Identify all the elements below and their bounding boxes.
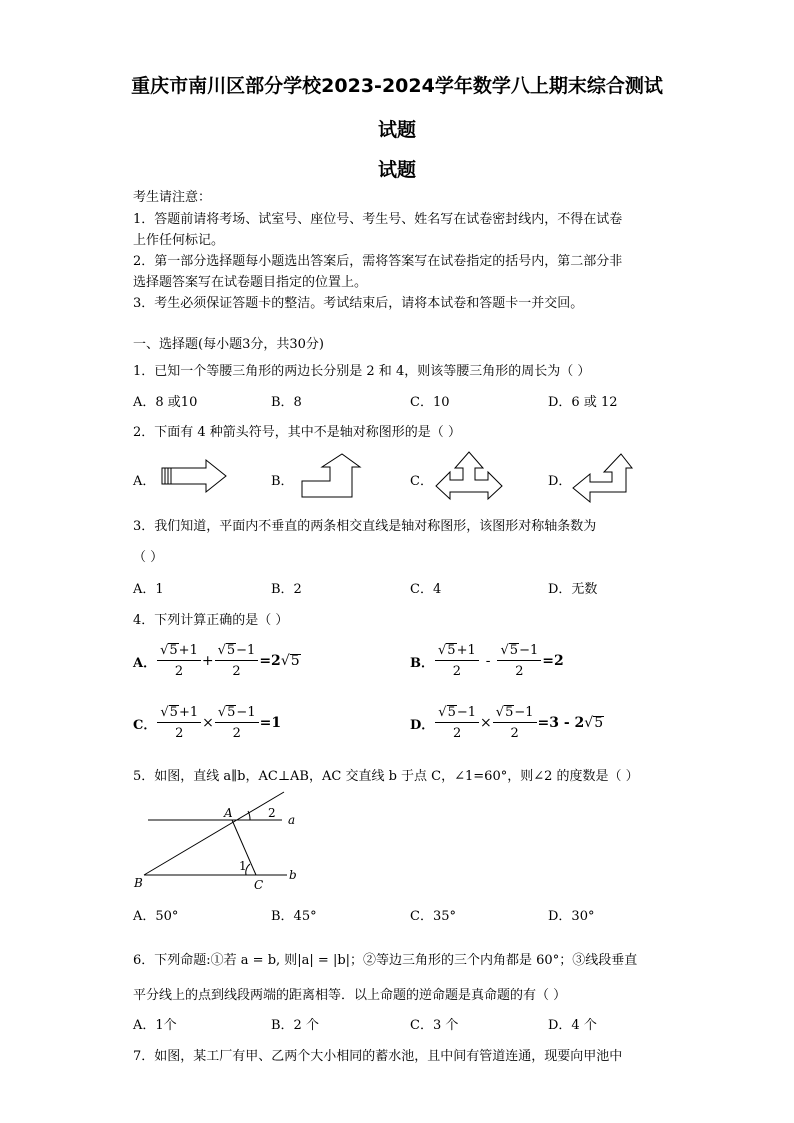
label-angle-2: 2 [268, 806, 276, 820]
q5-stem: 5．如图，直线 a∥b，AC⊥AB，AC 交直线 b 于点 C，∠1=60°，则∠2 的度数是（ ） [133, 769, 639, 784]
q6-option-c: C．3 个 [410, 1018, 459, 1033]
section-heading: 一、选择题(每小题3分，共30分) [133, 337, 324, 352]
paper-title: 重庆市南川区部分学校2023-2024学年数学八上期末综合测试 [131, 75, 663, 97]
q5-option-c: C．35° [410, 909, 456, 924]
q3-option-b: B．2 [271, 582, 302, 597]
fraction: $\frac{√5+1}{2}$ [157, 643, 201, 679]
q2-option-a: A． [133, 474, 156, 489]
arrow-d-icon [570, 452, 634, 506]
q3-option-c: C．4 [410, 582, 442, 597]
arrow-b-icon [300, 453, 362, 499]
notice-line-1: 1．答题前请将考场、试室号、座位号、考生号、姓名写在试卷密封线内，不得在试卷 [133, 212, 623, 227]
q2-option-d: D． [548, 474, 572, 489]
q5-option-d: D．30° [548, 909, 595, 924]
q6-stem-2: 平分线上的点到线段两端的距离相等．以上命题的逆命题是真命题的有（ ） [133, 988, 567, 1003]
fraction: $\frac{√5+1}{2}$ [157, 705, 201, 741]
q6-stem: 6．下列命题:①若 a = b, 则|a| = |b|；②等边三角形的三个内角都是 60°；③线段垂直 [133, 953, 638, 968]
q2-option-b: B． [271, 474, 294, 489]
label-a-point: A [224, 806, 233, 820]
q1-stem: 1．已知一个等腰三角形的两边长分别是 2 和 4，则该等腰三角形的周长为（ ） [133, 364, 591, 379]
q1-option-d: D．6 或 12 [548, 395, 618, 410]
label-c-point: C [254, 878, 264, 892]
q3-option-d: D．无数 [548, 582, 598, 597]
label-b-point: B [134, 876, 143, 890]
q3-paren: （ ） [133, 550, 164, 565]
q5-option-b: B．45° [271, 909, 317, 924]
paper-subtitle-2: 试题 [377, 159, 416, 181]
notice-line-3: 3．考生必须保证答题卡的整洁。考试结束后，请将本试卷和答题卡一并交回。 [133, 296, 584, 311]
q1-option-a: A．8 或10 [133, 395, 198, 410]
q4-option-b: B． $\frac{√5+1}{2}$ - $\frac{√5-1}{2}$ =2 [410, 643, 564, 679]
fraction: $\frac{√5-1}{2}$ [497, 643, 541, 679]
q7-stem: 7．如图，某工厂有甲、乙两个大小相同的蓄水池，且中间有管道连通，现要向甲池中 [133, 1049, 623, 1064]
q2-option-c: C． [410, 474, 433, 489]
fraction: $\frac{√5-1}{2}$ [493, 705, 537, 741]
fraction: $\frac{√5-1}{2}$ [215, 705, 259, 741]
q4-b-label: B． [410, 655, 434, 671]
q4-option-c: C． $\frac{√5+1}{2}$ × $\frac{√5-1}{2}$ =1 [133, 705, 282, 741]
q3-option-a: A．1 [133, 582, 164, 597]
q5-figure [132, 790, 312, 895]
q3-stem: 3．我们知道，平面内不垂直的两条相交直线是轴对称图形，该图形对称轴条数为 [133, 519, 597, 534]
notice-line-2: 2．第一部分选择题每小题选出答案后，需将答案写在试卷指定的括号内，第二部分非 [133, 254, 623, 269]
q4-option-d: D． $\frac{√5-1}{2}$ × $\frac{√5-1}{2}$ =3 - 2 √5 [410, 705, 604, 741]
arrow-a-icon [160, 458, 230, 494]
fraction: $\frac{√5-1}{2}$ [215, 643, 259, 679]
label-angle-1: 1 [239, 859, 247, 873]
notice-line-2b: 选择题答案写在试卷题目指定的位置上。 [133, 275, 368, 290]
q6-option-b: B．2 个 [271, 1018, 319, 1033]
q1-option-c: C．10 [410, 395, 450, 410]
q4-option-a: A． $\frac{√5+1}{2}$ + $\frac{√5-1}{2}$ =2 √5 [133, 643, 300, 679]
q4-c-label: C． [133, 717, 157, 733]
fraction: $\frac{√5+1}{2}$ [435, 643, 479, 679]
q4-stem: 4．下列计算正确的是（ ） [133, 613, 289, 628]
q5-option-a: A．50° [133, 909, 179, 924]
paper-subtitle-1: 试题 [377, 119, 416, 141]
q6-option-a: A．1个 [133, 1018, 177, 1033]
notice-line-1b: 上作任何标记。 [133, 233, 225, 248]
notice-header: 考生请注意： [133, 190, 212, 205]
label-line-b: b [289, 868, 297, 882]
q1-option-b: B．8 [271, 395, 302, 410]
label-line-a: a [288, 813, 296, 827]
q4-d-label: D． [410, 717, 435, 733]
q4-a-label: A． [133, 655, 157, 671]
q6-option-d: D．4 个 [548, 1018, 597, 1033]
fraction: $\frac{√5-1}{2}$ [435, 705, 479, 741]
q2-stem: 2．下面有 4 种箭头符号，其中不是轴对称图形的是（ ） [133, 425, 461, 440]
arrow-c-icon [434, 450, 504, 500]
line-ab [144, 792, 284, 875]
